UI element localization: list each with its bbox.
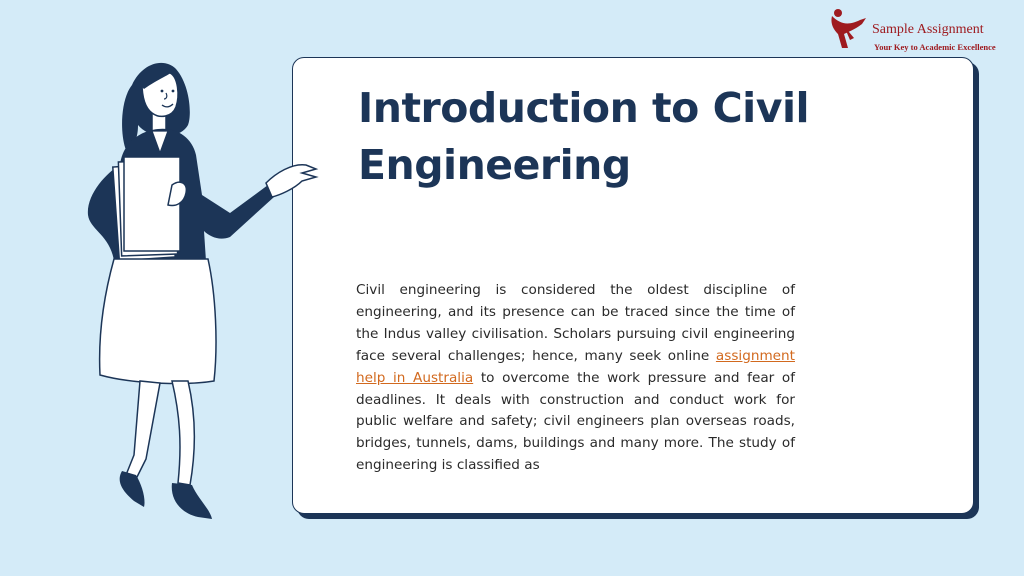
woman-presenting-illustration: [80, 55, 330, 525]
brand-tagline: Your Key to Academic Excellence: [874, 42, 996, 52]
slide-title: Introduction to Civil Engineering: [358, 84, 810, 189]
paragraph-text-start: Civil engineering is considered the oldest discipline of engineering, and its presence can be traced since the time of the Indus valley civilisation. Scholars pursuing civil engineering face several challenges; hence, many seek online: [356, 282, 795, 364]
woman-presenting-icon: [80, 55, 330, 525]
brand-name: Sample Assignment: [872, 22, 984, 37]
slide-body-paragraph: [356, 280, 795, 477]
sample-assignment-logo-icon: [826, 4, 872, 54]
assignment-help-link[interactable]: assignment help in Australia: [356, 347, 795, 386]
brand-logo: [826, 4, 1016, 54]
paragraph-text-end: to overcome the work pressure and fear of deadlines. It deals with construction and conduct work for public welfare and safety; civil engineers plan overseas roads, bridges, tunnels, dams, buildings and many more. The study of engineering is classified as: [356, 369, 795, 474]
